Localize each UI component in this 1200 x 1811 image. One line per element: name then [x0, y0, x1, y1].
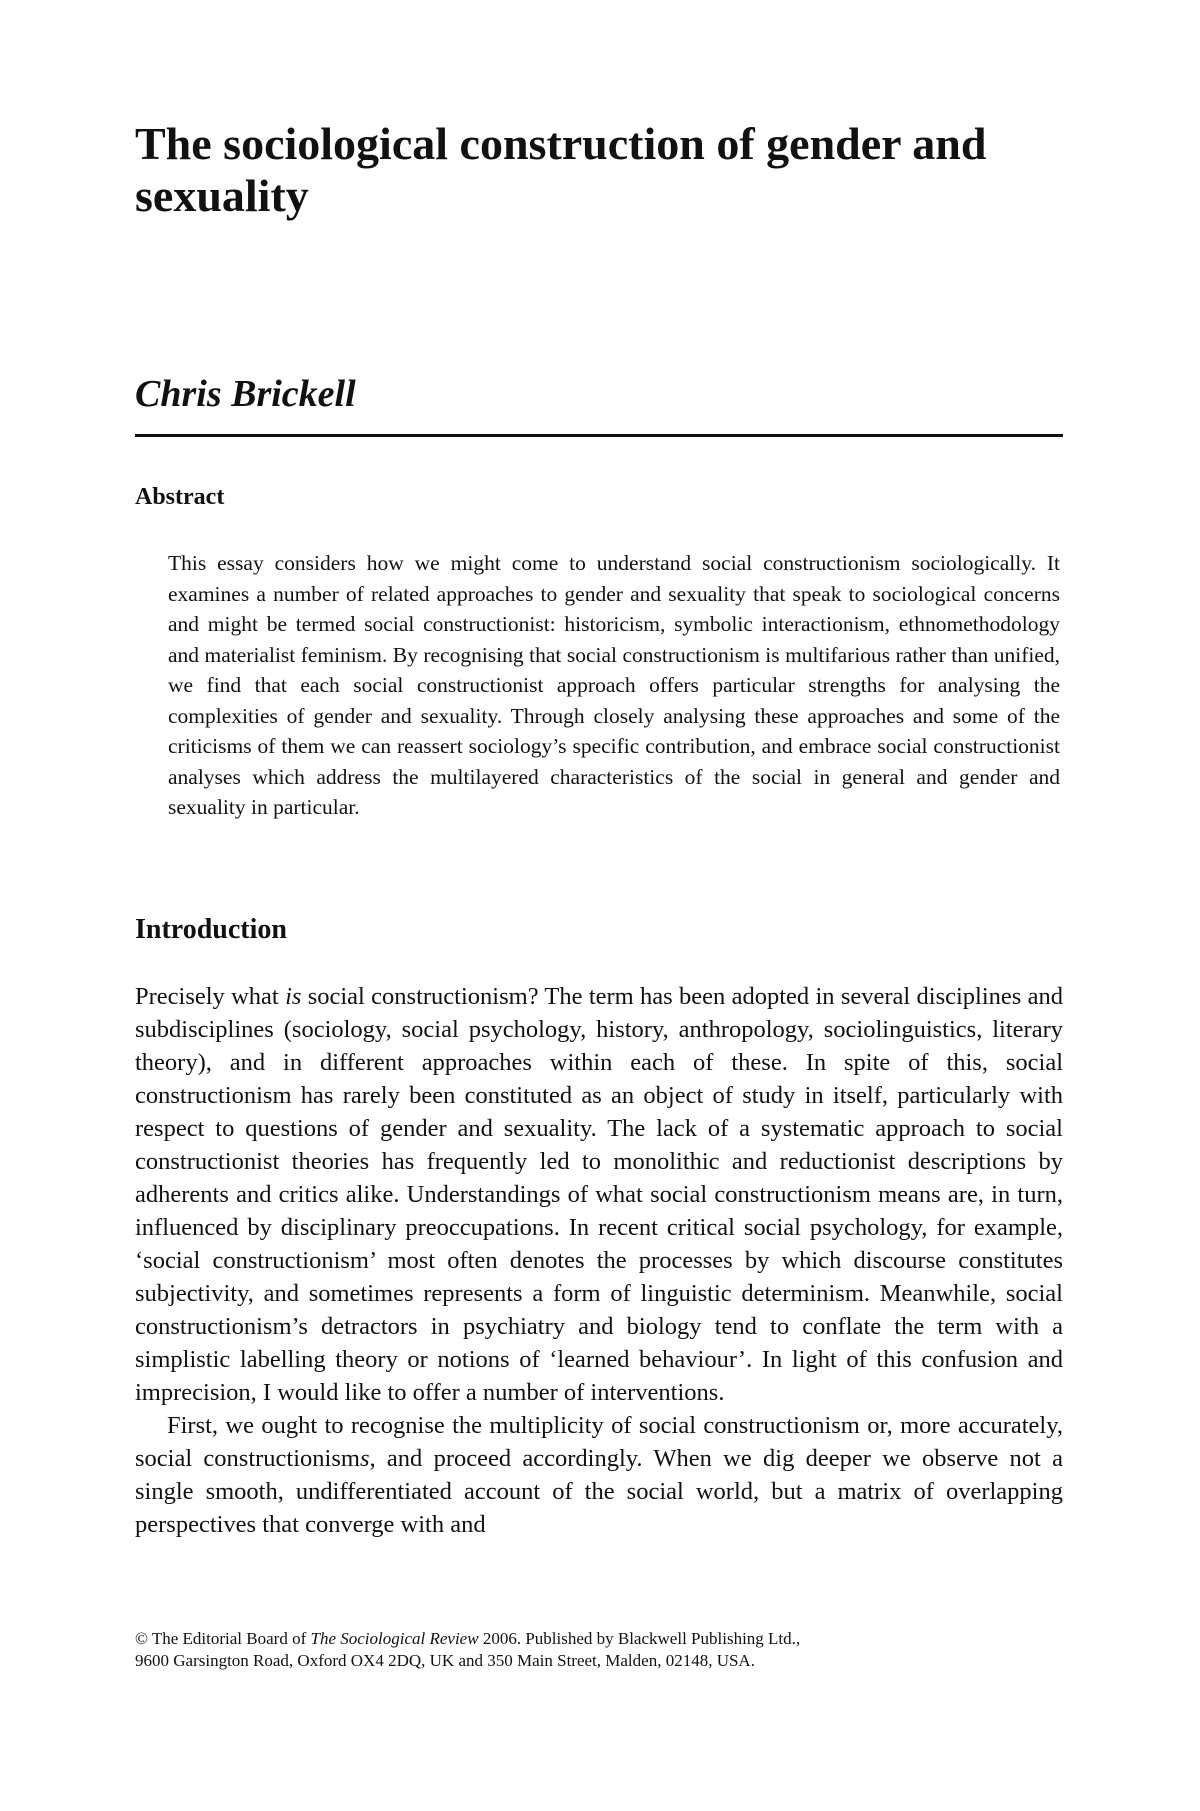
abstract-text: This essay considers how we might come to understand social constructionism sociologically. It examines a number of related approaches to gender and sexuality that speak to sociological concerns and might be termed social constructionist: historicism, symbolic interactionism, ethnomethodology and materialist feminism. By recognising that social constructionism is multifarious rather than unified, we find that each social constructionist approach offers particular strengths for analysing the complexities of gender and sexuality. Through closely analysing these approaches and some of the criticisms of them we can reassert sociology’s specific contribution, and embrace social constructionist analyses which address the multilayered characteristics of the social in general and gender and sexuality in particular. [168, 551, 1060, 819]
footer-line-2: 9600 Garsington Road, Oxford OX4 2DQ, UK and 350 Main Street, Malden, 02148, USA. [135, 1651, 755, 1670]
title-divider [135, 434, 1063, 437]
abstract-heading: Abstract [135, 484, 225, 510]
introduction-paragraph-2 [135, 1409, 1063, 1541]
introduction-body [135, 980, 1063, 1541]
article-title: The sociological construction of gender and sexuality [135, 118, 987, 221]
footer-journal-name: The Sociological Review [310, 1629, 479, 1648]
p1-rest: social constructionism? The term has been adopted in several disciplines and subdisciplines (sociology, social psychology, history, anthropology, sociolinguistics, literary theory), and in different approaches within each of these. In spite of this, social constructionism has rarely been constituted as an object of study in itself, particularly with respect to questions of gender and sexuality. The lack of a systematic approach to social constructionist theories has frequently led to monolithic and reductionist descriptions by adherents and critics alike. Understandings of what social constructionism means are, in turn, influenced by disciplinary preoccupations. In recent critical social psychology, for example, ‘social constructionism’ most often denotes the processes by which discourse constitutes subjectivity, and sometimes represents a form of linguistic determinism. Meanwhile, social constructionism’s detractors in psychiatry and biology tend to conflate the term with a simplistic labelling theory or notions of ‘learned behaviour’. In light of this confusion and imprecision, I would like to offer a number of interventions. [135, 983, 1063, 1406]
footer-line-1 [135, 1628, 1063, 1650]
p2-rest: , and proceed accordingly. When we dig deeper we observe not a single smooth, undifferentiated account of the social world, but a matrix of overlapping perspectives that converge with and [135, 1445, 1063, 1538]
introduction-heading: Introduction [135, 914, 287, 945]
author-name: Chris Brickell [135, 373, 356, 415]
p2-start: First, we ought to recognise the multiplicity of social constructionism or, more accurately, social constructionism [135, 1412, 1063, 1472]
p1-emphasis: is [285, 983, 302, 1010]
footer-copyright: © The Editorial Board of [135, 1629, 311, 1648]
footer-publisher: 2006. Published by Blackwell Publishing Ltd., [478, 1629, 801, 1648]
p1-start: Precisely what [135, 983, 286, 1010]
copyright-footer [135, 1628, 1063, 1672]
p2-emphasis: s [359, 1445, 370, 1472]
introduction-paragraph-1 [135, 980, 1063, 1409]
